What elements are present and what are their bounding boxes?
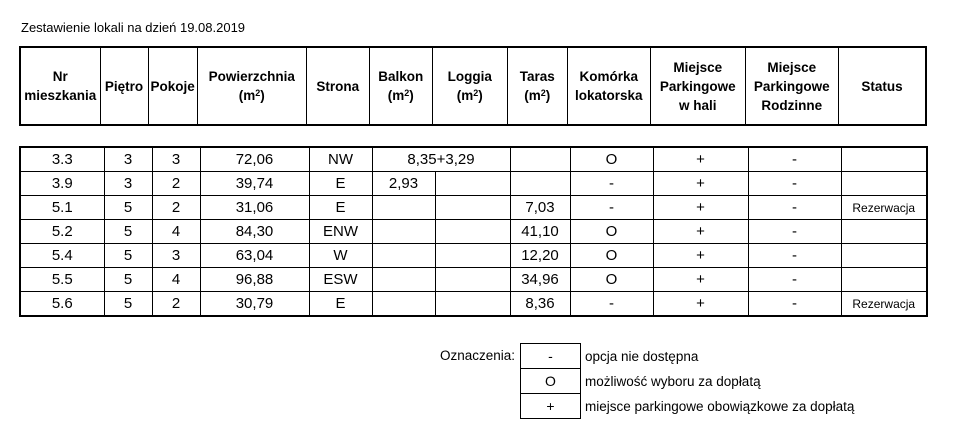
cell-taras (510, 147, 570, 172)
cell-pokoje: 2 (152, 292, 200, 317)
col-taras: Taras $(m^2)$ (507, 47, 567, 125)
cell-strona: NW (309, 147, 372, 172)
cell-pokoje: 3 (152, 244, 200, 268)
legend-label: Oznaczenia: (440, 348, 516, 363)
cell-pow: 96,88 (200, 268, 309, 292)
col-balkon: Balkon $(m^2)$ (369, 47, 432, 125)
cell-balkon (372, 292, 435, 317)
cell-taras (510, 172, 570, 196)
cell-pokoje: 4 (152, 268, 200, 292)
col-strona: Strona (306, 47, 369, 125)
cell-pietro: 5 (104, 244, 152, 268)
cell-loggia (435, 196, 510, 220)
col-nr: Nr mieszkania (20, 47, 100, 125)
table-row (20, 220, 927, 244)
legend-desc: możliwość wyboru za dopłatą (585, 373, 761, 389)
cell-komorka: O (570, 147, 653, 172)
cell-pow: 84,30 (200, 220, 309, 244)
legend-desc: opcja nie dostępna (585, 348, 699, 364)
cell-strona: ENW (309, 220, 372, 244)
cell-status: Rezerwacja (841, 196, 927, 220)
cell-pow: 63,04 (200, 244, 309, 268)
cell-pokoje: 4 (152, 220, 200, 244)
cell-taras: 12,20 (510, 244, 570, 268)
cell-komorka: - (570, 172, 653, 196)
cell-strona: ESW (309, 268, 372, 292)
cell-komorka: - (570, 196, 653, 220)
apartments-table (19, 146, 928, 317)
cell-parking-rodzinne: - (748, 292, 841, 317)
table-row (20, 172, 927, 196)
col-powierzchnia: Powierzchnia $(m^2)$ (197, 47, 306, 125)
legend-symbol: - (521, 344, 581, 369)
cell-pietro: 3 (104, 147, 152, 172)
col-pokoje: Pokoje (148, 47, 197, 125)
cell-status (841, 220, 927, 244)
cell-taras: 7,03 (510, 196, 570, 220)
cell-parking-hala: + (653, 220, 748, 244)
cell-parking-hala: + (653, 244, 748, 268)
cell-strona: E (309, 196, 372, 220)
cell-loggia (435, 292, 510, 317)
cell-parking-hala: + (653, 268, 748, 292)
cell-parking-rodzinne: - (748, 268, 841, 292)
cell-balkon: 2,93 (372, 172, 435, 196)
cell-loggia (435, 244, 510, 268)
legend-item (521, 369, 855, 394)
col-loggia: Loggia $(m^2)$ (432, 47, 507, 125)
cell-parking-rodzinne: - (748, 147, 841, 172)
cell-parking-rodzinne: - (748, 244, 841, 268)
cell-strona: E (309, 292, 372, 317)
cell-nr: 5.4 (20, 244, 104, 268)
cell-parking-hala: + (653, 172, 748, 196)
cell-nr: 5.6 (20, 292, 104, 317)
table-row (20, 147, 927, 172)
cell-komorka: O (570, 268, 653, 292)
cell-pietro: 5 (104, 268, 152, 292)
cell-nr: 5.2 (20, 220, 104, 244)
table-row (20, 196, 927, 220)
cell-pietro: 5 (104, 220, 152, 244)
cell-status (841, 268, 927, 292)
cell-loggia (435, 172, 510, 196)
cell-parking-rodzinne: - (748, 196, 841, 220)
page-title: Zestawienie lokali na dzień 19.08.2019 (21, 20, 246, 35)
cell-parking-rodzinne: - (748, 172, 841, 196)
cell-pow: 72,06 (200, 147, 309, 172)
cell-pow: 30,79 (200, 292, 309, 317)
table-row (20, 268, 927, 292)
legend-symbol: + (521, 394, 581, 419)
cell-komorka: O (570, 244, 653, 268)
cell-balkon (372, 196, 435, 220)
cell-pokoje: 2 (152, 172, 200, 196)
cell-loggia (435, 220, 510, 244)
legend-desc: miejsce parkingowe obowiązkowe za dopłatą (585, 398, 855, 414)
cell-status (841, 172, 927, 196)
col-parking-rodzinne: Miejsce Parkingowe Rodzinne (745, 47, 838, 125)
cell-pow: 31,06 (200, 196, 309, 220)
cell-strona: E (309, 172, 372, 196)
cell-komorka: O (570, 220, 653, 244)
cell-status: Rezerwacja (841, 292, 927, 317)
cell-pow: 39,74 (200, 172, 309, 196)
cell-pokoje: 2 (152, 196, 200, 220)
cell-parking-hala: + (653, 196, 748, 220)
legend-symbol: O (521, 369, 581, 394)
cell-taras: 8,36 (510, 292, 570, 317)
col-parking-hala: Miejsce Parkingowe w hali (650, 47, 745, 125)
cell-pietro: 3 (104, 172, 152, 196)
col-status: Status (838, 47, 926, 125)
col-pietro: Piętro (100, 47, 148, 125)
cell-pietro: 5 (104, 196, 152, 220)
cell-balkon-loggia: 8,35+3,29 (372, 147, 510, 172)
legend-item (521, 344, 855, 369)
legend (520, 343, 855, 419)
table-row (20, 292, 927, 317)
table-row (20, 244, 927, 268)
cell-pokoje: 3 (152, 147, 200, 172)
legend-item (521, 394, 855, 419)
cell-status (841, 147, 927, 172)
cell-status (841, 244, 927, 268)
cell-strona: W (309, 244, 372, 268)
cell-balkon (372, 268, 435, 292)
cell-pietro: 5 (104, 292, 152, 317)
table-header (19, 46, 927, 126)
cell-loggia (435, 268, 510, 292)
cell-balkon (372, 244, 435, 268)
cell-komorka: - (570, 292, 653, 317)
cell-balkon (372, 220, 435, 244)
col-komorka: Komórka lokatorska (567, 47, 650, 125)
cell-nr: 3.9 (20, 172, 104, 196)
cell-nr: 5.1 (20, 196, 104, 220)
cell-parking-hala: + (653, 147, 748, 172)
cell-taras: 34,96 (510, 268, 570, 292)
cell-nr: 3.3 (20, 147, 104, 172)
cell-parking-hala: + (653, 292, 748, 317)
cell-taras: 41,10 (510, 220, 570, 244)
cell-parking-rodzinne: - (748, 220, 841, 244)
cell-nr: 5.5 (20, 268, 104, 292)
